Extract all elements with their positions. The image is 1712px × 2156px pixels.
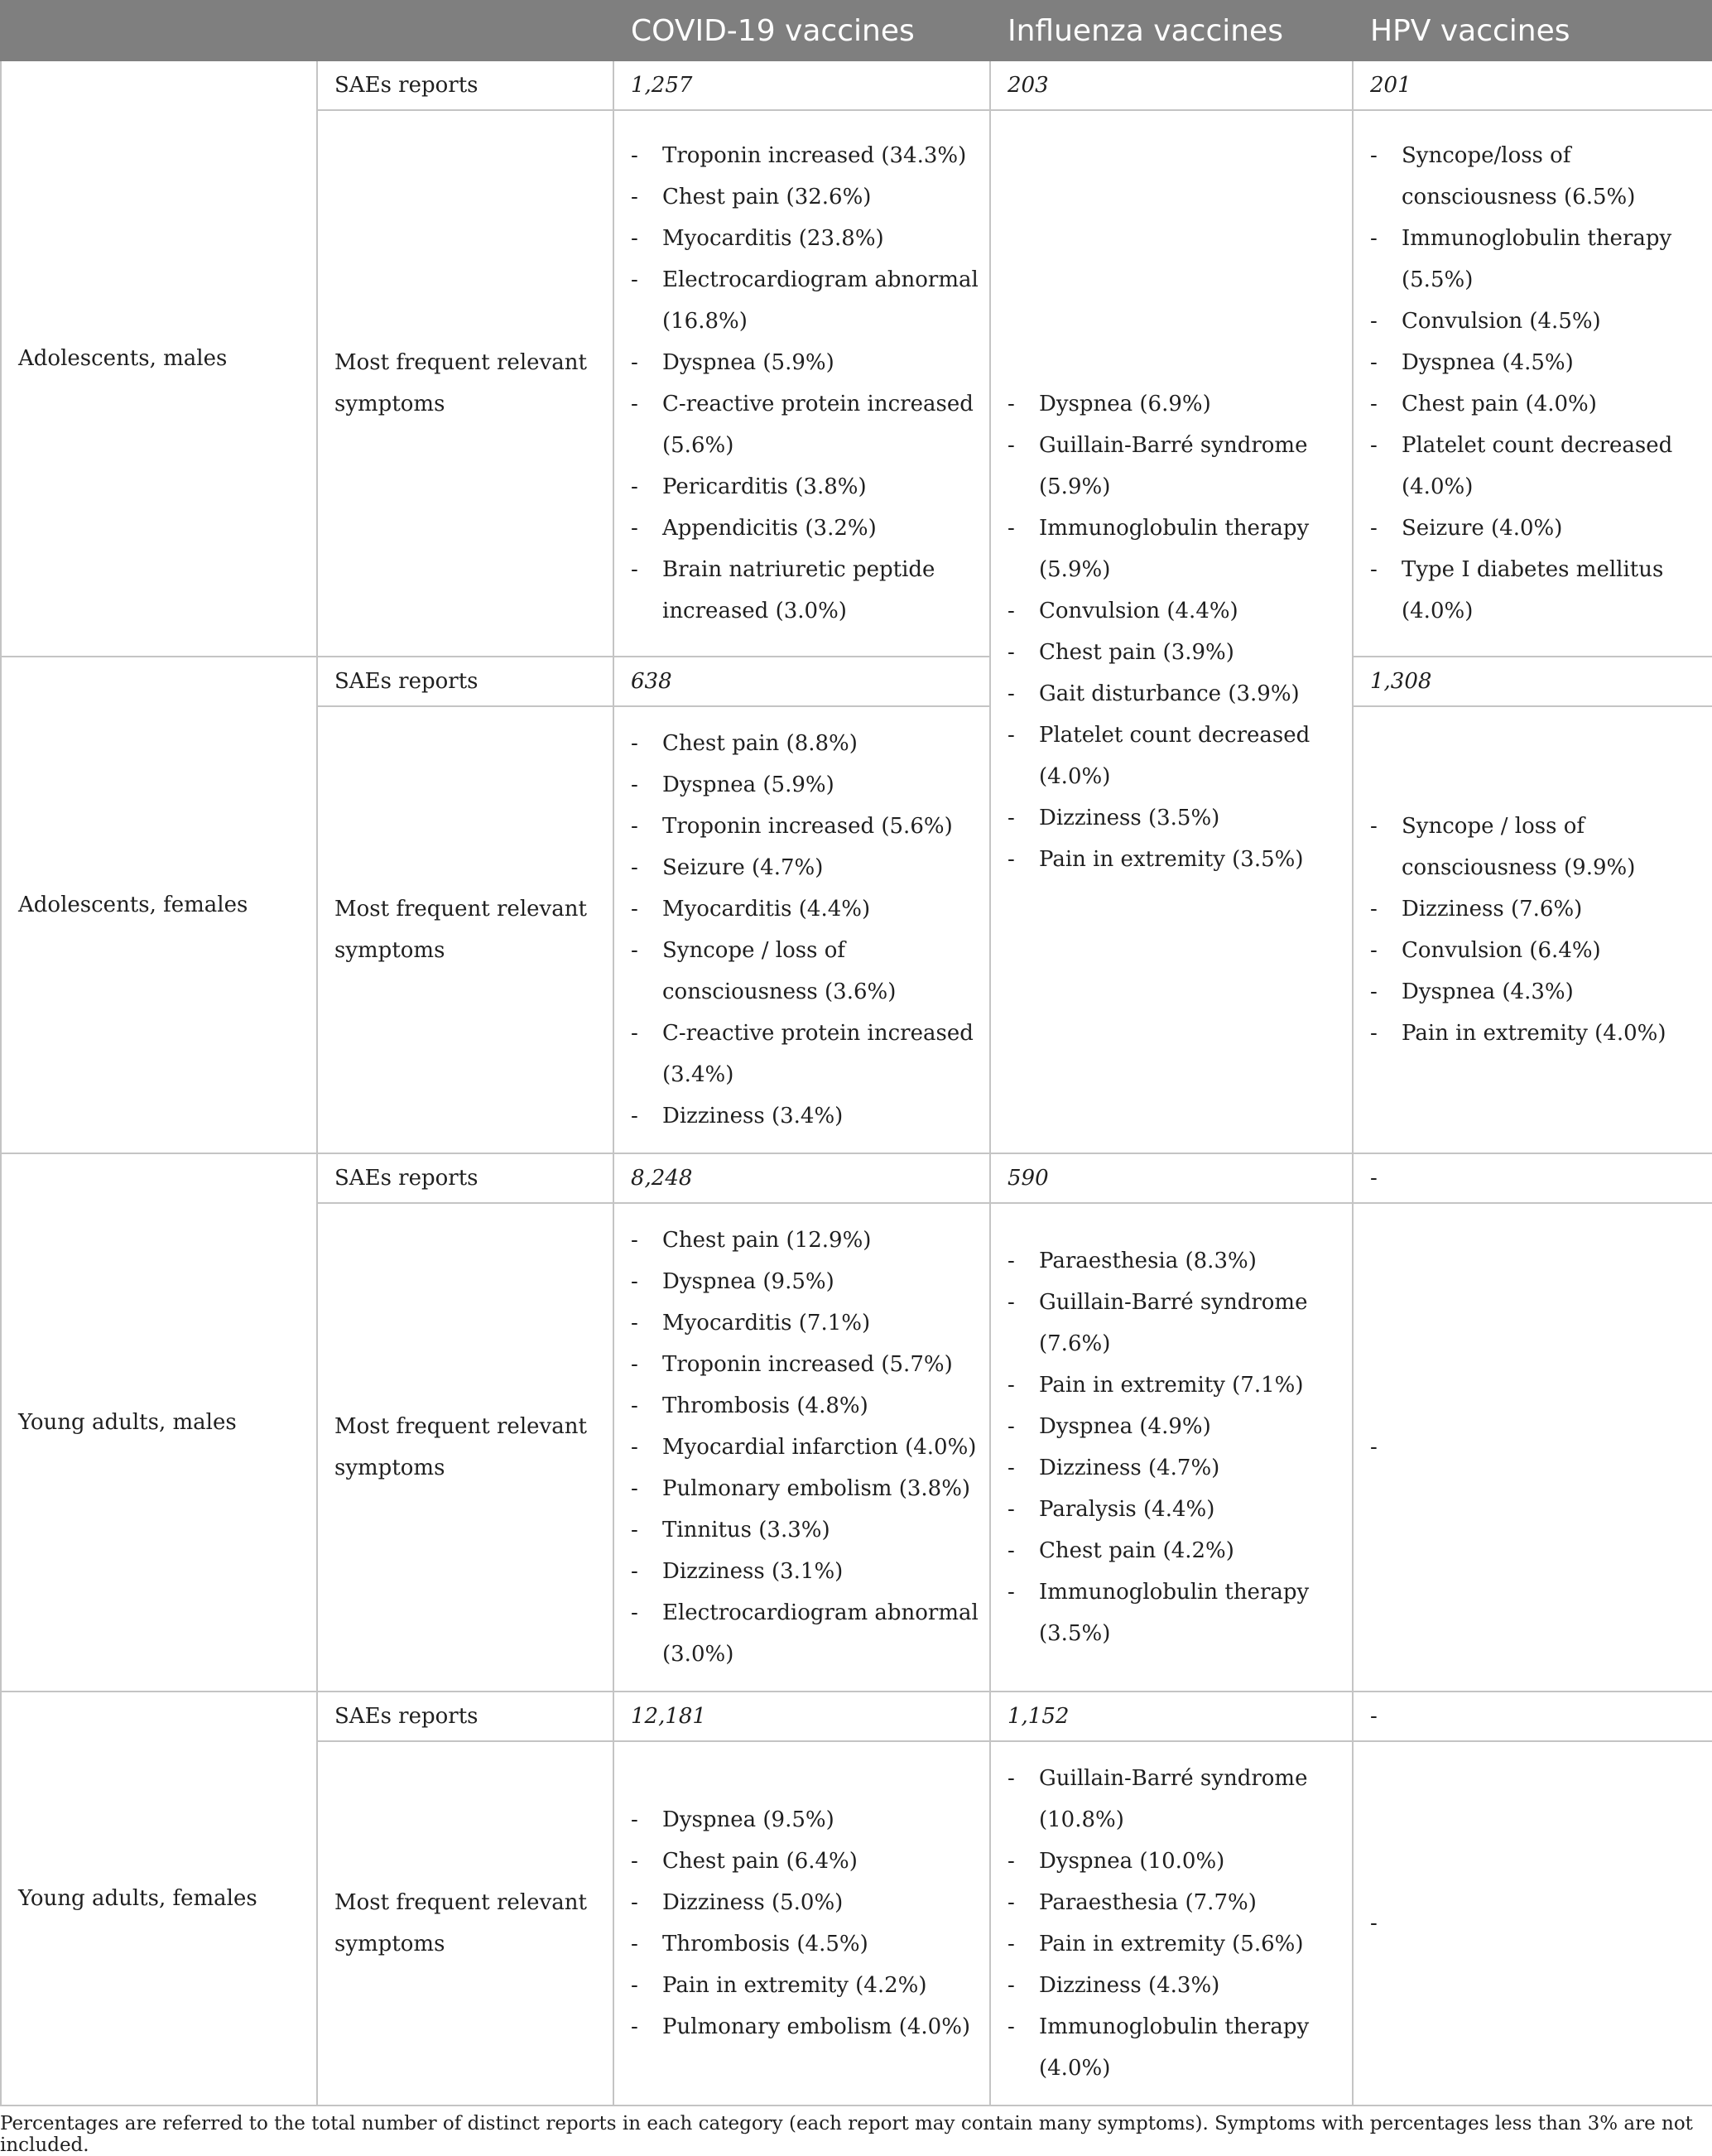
- symptom-item: - Seizure (4.7%): [631, 847, 989, 888]
- hpv-symptoms: -: [1353, 1203, 1712, 1692]
- symptom-list: [1370, 135, 1712, 632]
- row-label-sae: SAEs reports: [317, 60, 613, 110]
- row-label-symptoms: Most frequent relevant symptoms: [317, 1203, 613, 1692]
- symptom-list: [1007, 1758, 1352, 2089]
- symptom-item: - Dyspnea (5.9%): [631, 342, 989, 383]
- row-label-symptoms: Most frequent relevant symptoms: [317, 110, 613, 657]
- symptom-item: - Guillain-Barré syndrome (7.6%): [1007, 1282, 1352, 1364]
- covid-symptoms: [613, 706, 990, 1153]
- covid-symptoms: [613, 110, 990, 657]
- symptom-item: - Platelet count decreased (4.0%): [1007, 715, 1352, 797]
- hpv-sae-value: 1,308: [1353, 657, 1712, 706]
- covid-sae-value: 1,257: [613, 60, 990, 110]
- symptom-item: - Dizziness (4.7%): [1007, 1447, 1352, 1489]
- symptom-item: - Guillain-Barré syndrome (5.9%): [1007, 425, 1352, 508]
- symptom-item: - Paraesthesia (8.3%): [1007, 1240, 1352, 1282]
- symptom-item: - Tinnitus (3.3%): [631, 1509, 989, 1551]
- symptom-item: - Chest pain (6.4%): [631, 1841, 989, 1882]
- symptom-item: - Dyspnea (4.3%): [1370, 971, 1712, 1013]
- symptom-item: - Myocarditis (4.4%): [631, 888, 989, 930]
- symptom-item: - Paraesthesia (7.7%): [1007, 1882, 1352, 1923]
- covid-symptoms: [613, 1741, 990, 2105]
- symptom-item: - Chest pain (3.9%): [1007, 632, 1352, 673]
- symptom-item: - Dizziness (3.4%): [631, 1095, 989, 1137]
- symptom-item: - Chest pain (32.6%): [631, 176, 989, 218]
- symptom-list: [1007, 383, 1352, 880]
- influenza-sae-value: 1,152: [990, 1692, 1353, 1741]
- table-row: [1, 60, 1712, 110]
- symptom-item: - Dizziness (4.3%): [1007, 1965, 1352, 2006]
- symptom-item: - Seizure (4.0%): [1370, 508, 1712, 549]
- table-row: [1, 657, 1712, 706]
- symptom-item: - Chest pain (4.2%): [1007, 1530, 1352, 1571]
- header-row: [1, 1, 1712, 60]
- symptom-item: - Electrocardiogram abnormal (16.8%): [631, 259, 989, 342]
- hpv-sae-value: -: [1353, 1153, 1712, 1203]
- symptom-item: - Dyspnea (6.9%): [1007, 383, 1352, 425]
- symptom-item: - Appendicitis (3.2%): [631, 508, 989, 549]
- symptom-list: [631, 1799, 989, 2048]
- symptom-item: - C-reactive protein increased (5.6%): [631, 383, 989, 466]
- symptom-item: - Convulsion (4.4%): [1007, 590, 1352, 632]
- table-footnote: Percentages are referred to the total number of distinct reports in each category (each report may contain many symptoms). Symptoms with percentages less than 3% are not included.: [0, 2113, 1693, 2156]
- hpv-symptoms: -: [1353, 1741, 1712, 2105]
- symptom-item: - Chest pain (8.8%): [631, 723, 989, 764]
- symptom-item: - Convulsion (6.4%): [1370, 930, 1712, 971]
- symptom-item: - Troponin increased (34.3%): [631, 135, 989, 176]
- symptom-item: - Guillain-Barré syndrome (10.8%): [1007, 1758, 1352, 1841]
- symptom-item: - Dyspnea (9.5%): [631, 1799, 989, 1841]
- symptom-item: - Dyspnea (4.9%): [1007, 1406, 1352, 1447]
- symptom-item: - Gait disturbance (3.9%): [1007, 673, 1352, 715]
- symptom-item: - Dyspnea (4.5%): [1370, 342, 1712, 383]
- symptom-item: - Pulmonary embolism (4.0%): [631, 2006, 989, 2048]
- symptom-item: - Pericarditis (3.8%): [631, 466, 989, 508]
- symptom-item: - Troponin increased (5.7%): [631, 1344, 989, 1385]
- symptom-item: - Myocardial infarction (4.0%): [631, 1427, 989, 1468]
- symptom-item: - Dyspnea (9.5%): [631, 1261, 989, 1302]
- symptom-list: [1370, 806, 1712, 1054]
- row-label-sae: SAEs reports: [317, 1153, 613, 1203]
- symptom-item: - Pain in extremity (5.6%): [1007, 1923, 1352, 1965]
- influenza-sae-value: 203: [990, 60, 1353, 110]
- symptom-list: [631, 135, 989, 632]
- symptom-item: - Myocarditis (7.1%): [631, 1302, 989, 1344]
- influenza-sae-value: 590: [990, 1153, 1353, 1203]
- symptom-item: - Syncope/loss of consciousness (6.5%): [1370, 135, 1712, 218]
- covid-symptoms: [613, 1203, 990, 1692]
- symptom-item: - Immunoglobulin therapy (3.5%): [1007, 1571, 1352, 1654]
- header-covid: COVID-19 vaccines: [613, 1, 990, 60]
- hpv-symptoms: [1353, 110, 1712, 657]
- symptom-item: - Pain in extremity (3.5%): [1007, 839, 1352, 880]
- covid-sae-value: 12,181: [613, 1692, 990, 1741]
- header-cell-group: [1, 1, 317, 60]
- symptom-item: - Pulmonary embolism (3.8%): [631, 1468, 989, 1509]
- covid-sae-value: 638: [613, 657, 990, 706]
- influenza-symptoms: [990, 110, 1353, 1153]
- symptom-list: [1007, 1240, 1352, 1654]
- symptom-item: - Immunoglobulin therapy (5.5%): [1370, 218, 1712, 301]
- group-label: Young adults, females: [1, 1692, 317, 2105]
- symptom-item: - Immunoglobulin therapy (5.9%): [1007, 508, 1352, 590]
- symptom-item: - Chest pain (4.0%): [1370, 383, 1712, 425]
- table-row: [1, 1692, 1712, 1741]
- hpv-sae-value: 201: [1353, 60, 1712, 110]
- symptom-item: - Pain in extremity (7.1%): [1007, 1364, 1352, 1406]
- symptom-item: - Syncope / loss of consciousness (3.6%): [631, 930, 989, 1013]
- group-label: Adolescents, males: [1, 60, 317, 657]
- row-label-sae: SAEs reports: [317, 1692, 613, 1741]
- symptom-item: - Troponin increased (5.6%): [631, 806, 989, 847]
- symptom-item: - Dizziness (3.5%): [1007, 797, 1352, 839]
- symptom-item: - Dizziness (5.0%): [631, 1882, 989, 1923]
- row-label-sae: SAEs reports: [317, 657, 613, 706]
- influenza-symptoms: [990, 1741, 1353, 2105]
- symptom-item: - Syncope / loss of consciousness (9.9%): [1370, 806, 1712, 888]
- group-label: Young adults, males: [1, 1153, 317, 1692]
- group-label: Adolescents, females: [1, 657, 317, 1153]
- symptom-item: - Pain in extremity (4.0%): [1370, 1013, 1712, 1054]
- header-cell-measure: [317, 1, 613, 60]
- symptom-item: - Brain natriuretic peptide increased (3.0%): [631, 549, 989, 632]
- symptom-list: [631, 1220, 989, 1675]
- influenza-symptoms: [990, 1203, 1353, 1692]
- symptom-item: - Electrocardiogram abnormal (3.0%): [631, 1592, 989, 1675]
- symptom-item: - Dyspnea (10.0%): [1007, 1841, 1352, 1882]
- symptom-item: - Immunoglobulin therapy (4.0%): [1007, 2006, 1352, 2089]
- symptom-item: - Myocarditis (23.8%): [631, 218, 989, 259]
- symptom-item: - Thrombosis (4.8%): [631, 1385, 989, 1427]
- header-hpv: HPV vaccines: [1353, 1, 1712, 60]
- symptom-list: [631, 723, 989, 1137]
- symptom-item: - Pain in extremity (4.2%): [631, 1965, 989, 2006]
- header-influenza: Influenza vaccines: [990, 1, 1353, 60]
- symptom-item: - Dizziness (3.1%): [631, 1551, 989, 1592]
- table-row: [1, 1153, 1712, 1203]
- hpv-sae-value: -: [1353, 1692, 1712, 1741]
- row-label-symptoms: Most frequent relevant symptoms: [317, 1741, 613, 2105]
- symptom-item: - C-reactive protein increased (3.4%): [631, 1013, 989, 1095]
- symptom-item: - Convulsion (4.5%): [1370, 301, 1712, 342]
- hpv-symptoms: [1353, 706, 1712, 1153]
- symptom-item: - Type I diabetes mellitus (4.0%): [1370, 549, 1712, 632]
- row-label-symptoms: Most frequent relevant symptoms: [317, 706, 613, 1153]
- symptom-item: - Dizziness (7.6%): [1370, 888, 1712, 930]
- symptom-item: - Thrombosis (4.5%): [631, 1923, 989, 1965]
- symptom-item: - Chest pain (12.9%): [631, 1220, 989, 1261]
- symptom-item: - Paralysis (4.4%): [1007, 1489, 1352, 1530]
- symptom-item: - Dyspnea (5.9%): [631, 764, 989, 806]
- symptom-item: - Platelet count decreased (4.0%): [1370, 425, 1712, 508]
- covid-sae-value: 8,248: [613, 1153, 990, 1203]
